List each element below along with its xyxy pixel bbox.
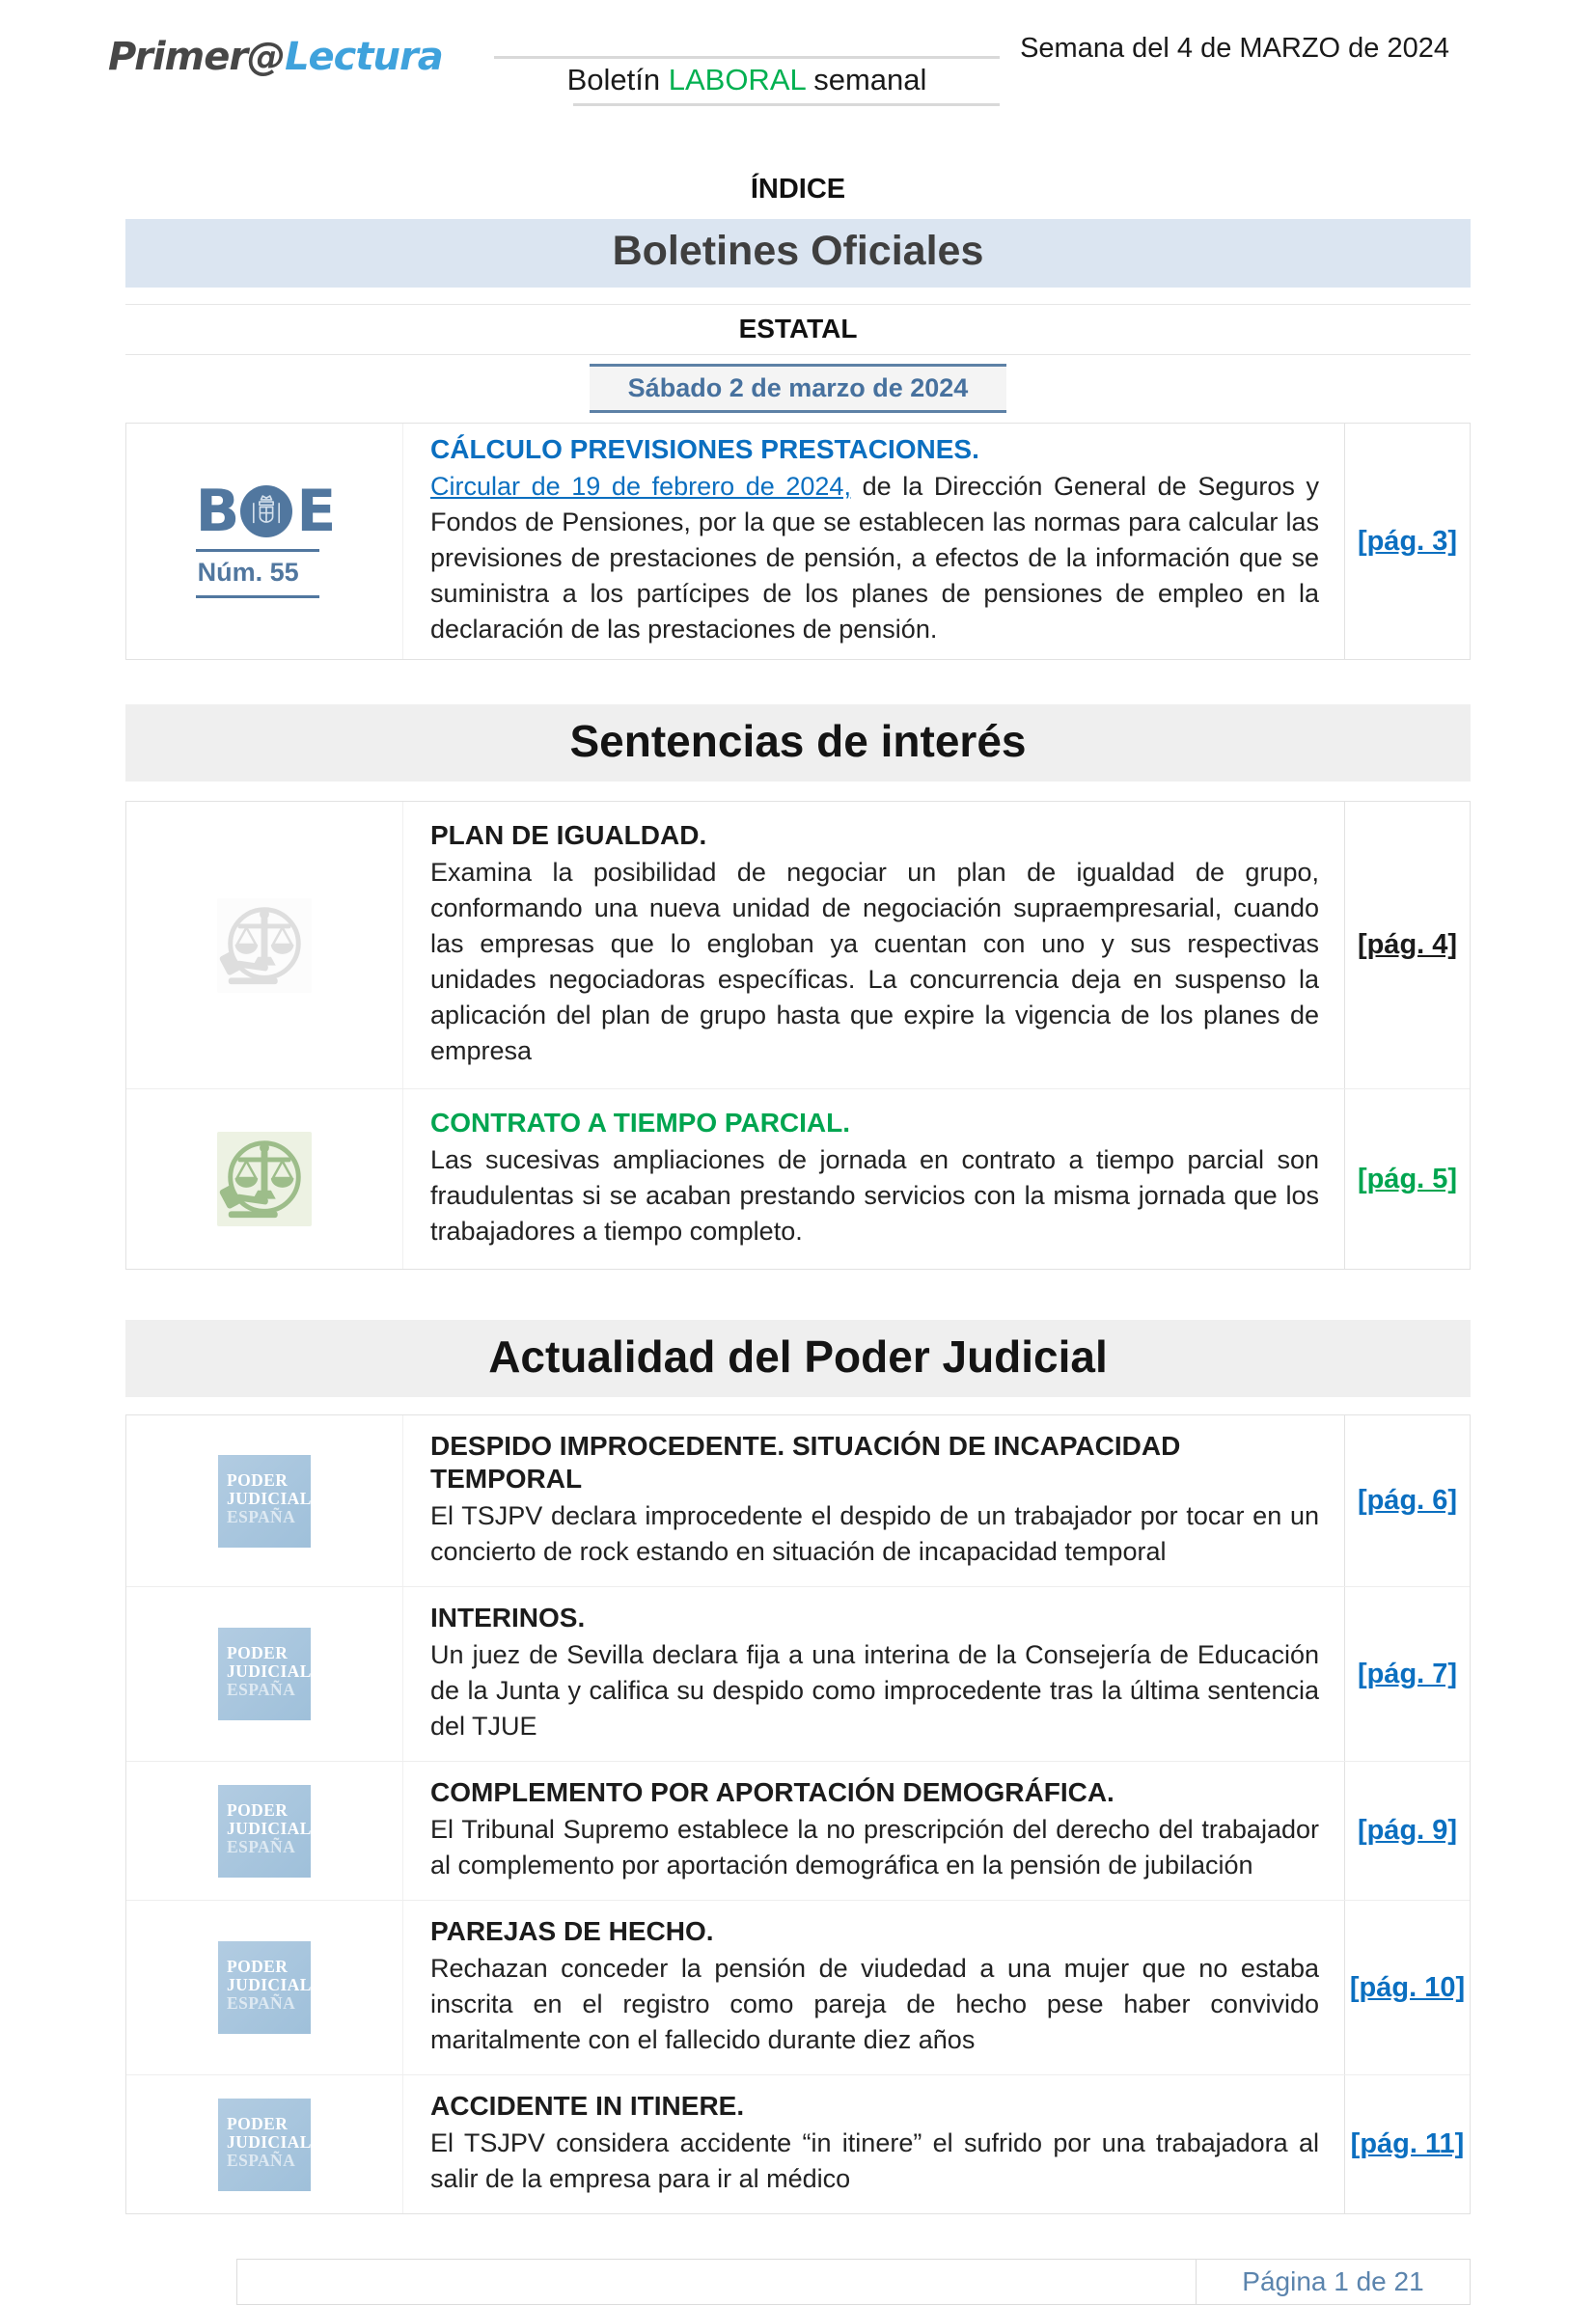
page-link-3[interactable]: [pág. 3]: [1357, 525, 1458, 557]
section-banner-poder-judicial: Actualidad del Poder Judicial: [125, 1320, 1471, 1397]
pj-entry-text: [402, 1415, 1344, 1586]
pj-entry-text: [402, 1587, 1344, 1761]
entry-body: El TSJPV considera accidente “in itinere” el sufrido por una trabajadora al salir de la empresa para ir al médico: [430, 2128, 1319, 2193]
entry-title: CÁLCULO PREVISIONES PRESTACIONES.: [430, 434, 979, 464]
poder-judicial-espana-logo: [218, 2099, 311, 2191]
boe-logo: [195, 477, 334, 598]
scales-of-justice-icon: [217, 1132, 312, 1226]
poder-judicial-espana-logo: [218, 1628, 311, 1720]
footer-spacer: [237, 2260, 1196, 2304]
entry-body: El Tribunal Supremo establece la no prescripción del derecho del trabajador al complemento por aportación demográfica en la pensión de jubilación: [430, 1815, 1319, 1880]
page-link-7[interactable]: [pág. 7]: [1357, 1658, 1458, 1689]
pj-logo-line: ESPAÑA: [227, 1506, 296, 1526]
page-content: [125, 219, 1471, 2305]
entry-title: PAREJAS DE HECHO.: [430, 1916, 714, 1946]
page-link-6[interactable]: [pág. 6]: [1357, 1485, 1458, 1516]
entry-title: COMPLEMENTO POR APORTACIÓN DEMOGRÁFICA.: [430, 1777, 1114, 1807]
pj-row-complemento-demografico: [126, 1761, 1470, 1900]
sentencia-text: [402, 802, 1344, 1088]
divider-line: [573, 103, 1000, 106]
bulletin-subtitle: [494, 59, 1000, 103]
entry-title: ACCIDENTE IN ITINERE.: [430, 2091, 745, 2121]
page-link-cell: [1344, 1901, 1470, 2074]
week-label: Semana del 4 de MARZO de 2024: [1020, 33, 1449, 64]
icon-cell: [126, 802, 402, 1088]
icon-cell: [126, 2075, 402, 2213]
brand-logo: [108, 35, 443, 79]
pj-entry-text: [402, 1901, 1344, 2074]
boe-logo-cell: [126, 424, 402, 659]
poder-judicial-espana-logo: [218, 1455, 311, 1548]
page-link-cell: [1344, 802, 1470, 1088]
page-link-cell: [1344, 1762, 1470, 1900]
pj-logo-line: PODER: [227, 1957, 289, 1976]
divider-line: [196, 595, 319, 598]
entry-title: PLAN DE IGUALDAD.: [430, 820, 707, 850]
icon-cell: [126, 1587, 402, 1761]
sentencias-table: [125, 801, 1471, 1270]
subtitle-post: semanal: [813, 63, 927, 96]
scales-of-justice-icon: [217, 898, 312, 993]
icon-cell: [126, 1901, 402, 2074]
divider-line: [125, 288, 1471, 305]
pj-row-interinos: [126, 1586, 1470, 1761]
sentencia-text: [402, 1089, 1344, 1269]
entry-body: El TSJPV declara improcedente el despido de un trabajador por tocar en un concierto de rock estando en situación de incapacidad temporal: [430, 1501, 1319, 1566]
footer: [236, 2259, 1471, 2305]
pj-row-accidente-in-itinere: [126, 2074, 1470, 2213]
brand-logo-part2: Lectura: [285, 35, 443, 79]
pj-logo-line: JUDICIAL: [227, 1488, 312, 1508]
page-link-cell: [1344, 1587, 1470, 1761]
index-title: ÍNDICE: [750, 174, 846, 205]
boe-entry-row: [126, 424, 1470, 659]
pj-logo-line: PODER: [227, 2113, 289, 2133]
boe-number-label: Núm. 55: [197, 557, 299, 587]
page-number-label: Página 1 de 21: [1196, 2260, 1470, 2304]
brand-logo-part1: Primer@: [108, 35, 286, 79]
pj-logo-line: ESPAÑA: [227, 1836, 296, 1856]
boe-logo-letters: [195, 477, 334, 545]
entry-body: Las sucesivas ampliaciones de jornada en contrato a tiempo parcial son fraudulentas si se acaban prestando servicios con la misma jornada que los trabajadores a tiempo completo.: [430, 1145, 1319, 1246]
pj-entry-text: [402, 1762, 1344, 1900]
page-link-cell: [1344, 424, 1470, 659]
boe-crest-icon: [240, 485, 292, 537]
subtitle-highlight: LABORAL: [668, 63, 806, 96]
pj-logo-line: JUDICIAL: [227, 1661, 312, 1681]
pj-logo-line: PODER: [227, 1799, 289, 1820]
boe-letter-b: B: [195, 477, 237, 545]
pj-logo-line: JUDICIAL: [227, 2131, 312, 2152]
sentencia-row-contrato-parcial: [126, 1088, 1470, 1269]
icon-cell: [126, 1415, 402, 1586]
scope-heading-estatal: ESTATAL: [125, 305, 1471, 355]
section-banner-boletines-oficiales: Boletines Oficiales: [125, 219, 1471, 288]
pj-logo-line: PODER: [227, 1643, 289, 1662]
entry-body: Examina la posibilidad de negociar un plan de igualdad de grupo, conformando una nueva unidad de negociación supraempresarial, cuando las empresas que lo engloban ya cuentan con uno y sus respectivas unidades negociadoras específicas. La concurrencia deja en suspenso la aplicación del plan de grupo hasta que expire la vigencia de los planes de empresa: [430, 858, 1319, 1065]
page-header: [0, 0, 1596, 152]
boe-letter-e: E: [296, 477, 334, 545]
page-link-cell: [1344, 1089, 1470, 1269]
date-heading: Sábado 2 de marzo de 2024: [590, 364, 1006, 413]
poder-judicial-table: [125, 1414, 1471, 2214]
pj-row-parejas-de-hecho: [126, 1900, 1470, 2074]
entry-title: DESPIDO IMPROCEDENTE. SITUACIÓN DE INCAPACIDAD TEMPORAL: [430, 1431, 1181, 1494]
subtitle-pre: Boletín: [566, 63, 661, 96]
section-banner-sentencias: Sentencias de interés: [125, 704, 1471, 782]
pj-logo-line: PODER: [227, 1469, 289, 1490]
pj-entry-text: [402, 2075, 1344, 2213]
page-link-10[interactable]: [pág. 10]: [1349, 1971, 1466, 2003]
entry-body: Rechazan conceder la pensión de viudedad a una mujer que no estaba inscrita en el registro como pareja de hecho pese haber convivido maritalmente con el fallecido durante diez años: [430, 1954, 1319, 2054]
pj-logo-line: ESPAÑA: [227, 2150, 296, 2170]
page-link-cell: [1344, 1415, 1470, 1586]
poder-judicial-espana-logo: [218, 1941, 311, 2034]
pj-logo-line: ESPAÑA: [227, 1993, 296, 2013]
icon-cell: [126, 1762, 402, 1900]
page-link-cell: [1344, 2075, 1470, 2213]
page-link-5[interactable]: [pág. 5]: [1357, 1163, 1458, 1194]
sentencia-row-plan-igualdad: [126, 802, 1470, 1088]
pj-logo-line: ESPAÑA: [227, 1680, 296, 1699]
entry-title: INTERINOS.: [430, 1603, 586, 1633]
entry-body-rest: de la Dirección General de Seguros y Fondos de Pensiones, por la que se establecen las normas para calcular las previsiones de prestaciones de pensión, a efectos de la información que se suministra a los partícipes de los planes de pensiones de empleo en la declaración de las prestaciones de pensión.: [430, 472, 1319, 644]
page-link-9[interactable]: [pág. 9]: [1357, 1815, 1458, 1846]
bulletin-subtitle-block: [494, 56, 1000, 106]
page-link-11[interactable]: [pág. 11]: [1350, 2128, 1465, 2159]
entry-body: Un juez de Sevilla declara fija a una interina de la Consejería de Educación de la Junta y califica su despido como improcedente tras la última sentencia del TJUE: [430, 1640, 1319, 1741]
boe-entry-text: [402, 424, 1344, 659]
pj-row-despido-improcedente: [126, 1415, 1470, 1586]
entry-title: CONTRATO A TIEMPO PARCIAL.: [430, 1108, 851, 1138]
icon-cell: [126, 1089, 402, 1269]
entry-body: [430, 469, 1319, 647]
circular-link[interactable]: Circular de 19 de febrero de 2024,: [430, 472, 851, 501]
pj-logo-line: JUDICIAL: [227, 1818, 312, 1838]
poder-judicial-espana-logo: [218, 1785, 311, 1878]
page-link-4[interactable]: [pág. 4]: [1357, 929, 1458, 960]
pj-logo-line: JUDICIAL: [227, 1975, 312, 1994]
boe-entry-table: [125, 423, 1471, 660]
